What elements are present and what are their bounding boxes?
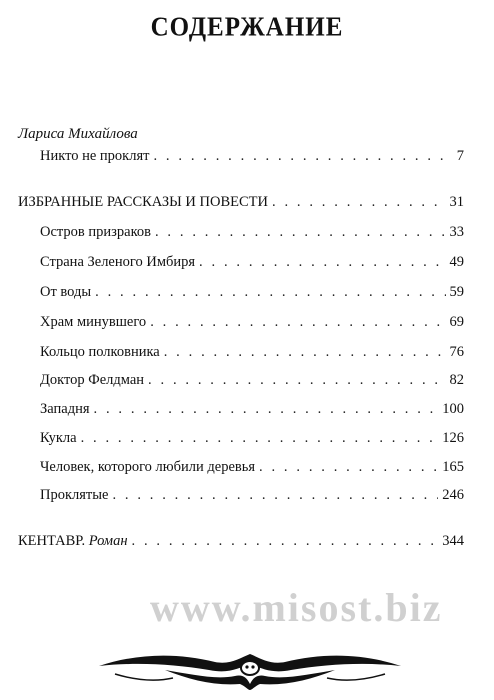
- toc-leader-dots: [81, 429, 439, 447]
- toc-entry: [40, 458, 464, 476]
- toc-entry-title: ИЗБРАННЫЕ РАССКАЗЫ И ПОВЕСТИ: [18, 194, 268, 210]
- toc-entry: [40, 223, 464, 241]
- toc-entry: [40, 343, 464, 361]
- toc-entry-page: 7: [456, 148, 464, 164]
- toc-leader-dots: [164, 343, 446, 361]
- toc-leader-dots: [112, 486, 438, 504]
- toc-entry-page: 165: [442, 459, 464, 475]
- toc-entry-page: 126: [442, 430, 464, 446]
- toc-leader-dots: [150, 313, 445, 331]
- toc-leader-dots: [95, 283, 445, 301]
- toc-entry: [40, 429, 464, 447]
- toc-leader-dots: [94, 400, 439, 418]
- toc-entry: [40, 283, 464, 301]
- toc-entry-page: 246: [442, 487, 464, 503]
- toc-entry-page: 82: [449, 372, 464, 388]
- toc-entry-title: Страна Зеленого Имбиря: [40, 254, 196, 270]
- toc-entry: [40, 400, 464, 418]
- toc-section-heading: [18, 193, 464, 211]
- toc-entry-page: 69: [449, 314, 464, 330]
- toc-section-heading: [18, 532, 464, 550]
- toc-entry-title: Кольцо полковника: [40, 344, 160, 360]
- toc-leader-dots: [132, 532, 439, 550]
- toc-entry-title-main: КЕНТАВР.: [18, 533, 86, 549]
- toc-leader-dots: [272, 193, 446, 211]
- toc-entry-title: Остров призраков: [40, 224, 151, 240]
- toc-entry-title: [18, 532, 128, 550]
- toc-entry-page: 100: [442, 401, 464, 417]
- toc-entry-page: 59: [449, 284, 464, 300]
- author-name: Лариса Михайлова: [18, 126, 138, 142]
- toc-entry-page: 31: [449, 194, 464, 210]
- toc-entry-title: Доктор Фелдман: [40, 372, 145, 388]
- toc-leader-dots: [155, 223, 446, 241]
- toc-entry: [40, 371, 464, 389]
- page-title: СОДЕРЖАНИЕ: [150, 12, 344, 43]
- toc-entry-page: 76: [449, 344, 464, 360]
- toc-entry: [40, 486, 464, 504]
- toc-entry-genre: Роман: [88, 533, 128, 549]
- toc-leader-dots: [148, 371, 445, 389]
- toc-entry: [40, 313, 464, 331]
- toc-entry-title: От воды: [40, 284, 92, 300]
- toc-entry-title: Кукла: [40, 430, 77, 446]
- toc-entry: [40, 253, 464, 271]
- toc-entry-page: 344: [442, 533, 464, 549]
- toc-leader-dots: [259, 458, 438, 476]
- toc-leader-dots: [199, 253, 445, 271]
- toc-leader-dots: [153, 147, 452, 165]
- toc-entry-title: Храм минувшего: [40, 314, 147, 330]
- watermark: www.misost.biz: [150, 585, 443, 630]
- toc-entry-title: Никто не проклят: [40, 148, 150, 164]
- toc-entry-page: 49: [449, 254, 464, 270]
- ornament-icon: [95, 644, 405, 692]
- toc-entry-title: Западня: [40, 401, 90, 417]
- toc-entry: [40, 147, 464, 165]
- toc-entry-title: Проклятые: [40, 487, 109, 503]
- toc-entry-title: Человек, которого любили деревья: [40, 459, 256, 475]
- toc-entry-page: 33: [449, 224, 464, 240]
